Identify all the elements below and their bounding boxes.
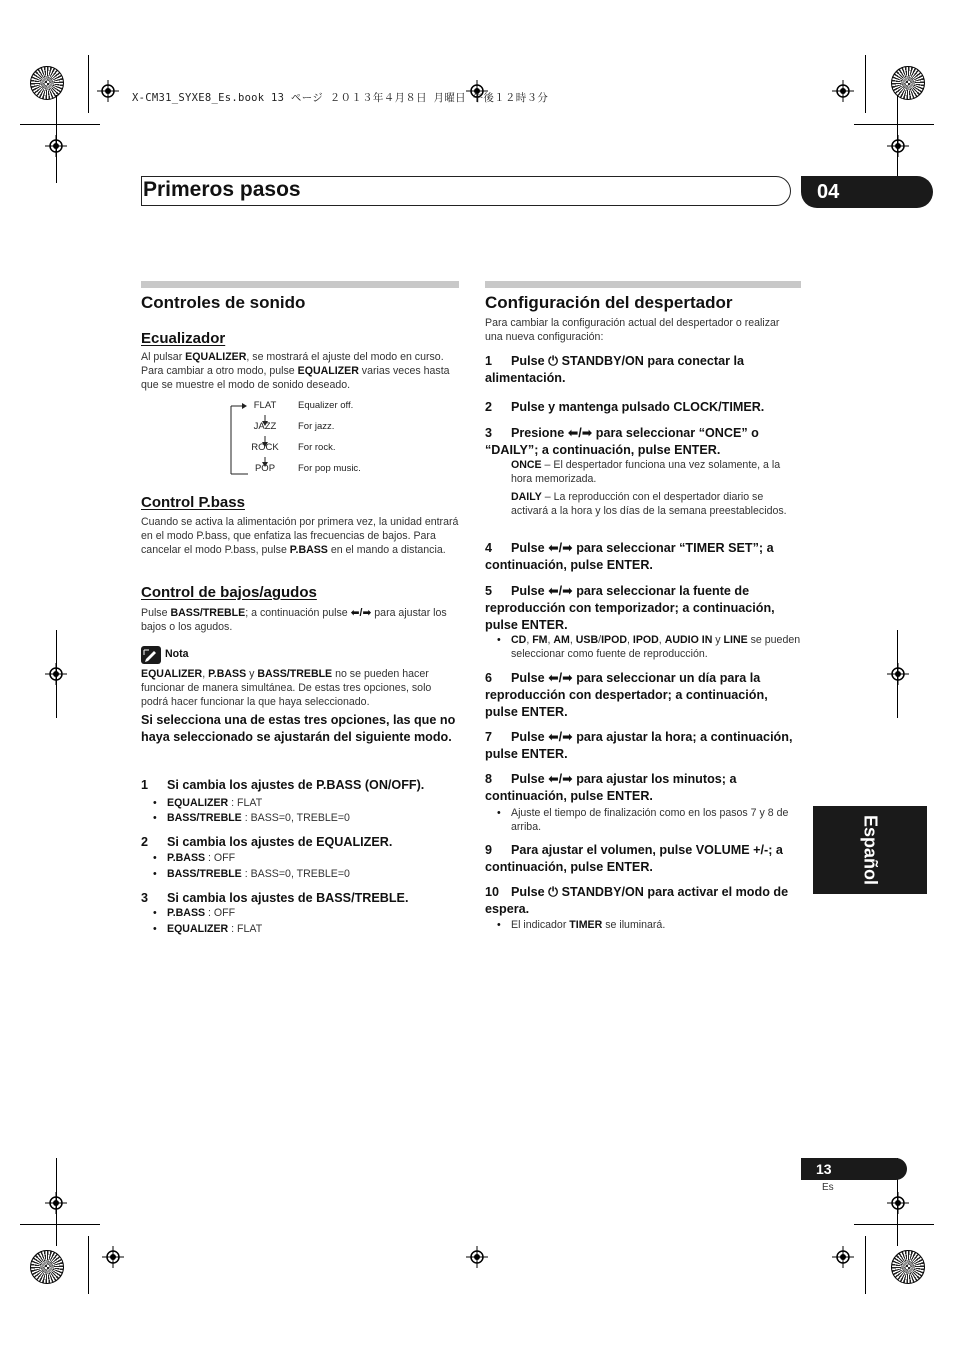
- alarm-intro: Para cambiar la configuración actual del despertador o realizar una nueva configuración:: [485, 317, 780, 343]
- mode-pop-desc: For pop music.: [298, 463, 361, 474]
- crop-line: [88, 55, 89, 113]
- color-target-bottom-right: [891, 1250, 925, 1284]
- note-text: EQUALIZER, P.BASS y BASS/TREBLE no se pueden hacer funcionar de manera simultánea. De estas tres opciones, solo podrá hacer funcionar la que haya seleccionado.: [141, 668, 432, 708]
- mode-flat: FLAT: [253, 400, 277, 411]
- crop-line: [897, 95, 898, 183]
- crop-line: [20, 124, 100, 125]
- crop-line: [865, 1236, 866, 1294]
- heading-pbass: Control P.bass: [141, 494, 245, 511]
- pbass-text: Cuando se activa la alimentación por primera vez, la unidad entrará en el modo P.bass, que enfatiza las frecuencias de bajos. Para cancelar el modo P.bass, pulse P.BASS en el mando a distancia.: [141, 516, 459, 556]
- left-step-3: 3 Si cambia los ajustes de BASS/TREBLE.: [141, 891, 409, 905]
- crop-line: [56, 95, 57, 183]
- crop-line: [88, 1236, 89, 1294]
- left-step-2: 2 Si cambia los ajustes de EQUALIZER.: [141, 835, 393, 849]
- mode-flat-desc: Equalizer off.: [298, 400, 354, 411]
- bajos-text: Pulse BASS/TREBLE; a continuación pulse ⬅/➡ para ajustar los bajos o los agudos.: [141, 607, 447, 633]
- alarm-step-5-note: • CD, FM, AM, USB/IPOD, IPOD, AUDIO IN y LINE se pueden seleccionar como fuente de reproducción.: [511, 633, 801, 661]
- power-icon: ⏻: [548, 354, 559, 368]
- registration-mark: [466, 1246, 488, 1268]
- alarm-step-1: 1 Pulse ⏻ STANDBY/ON para conectar la alimentación.: [485, 354, 745, 385]
- crop-line: [897, 630, 898, 718]
- note-bold-text: Si selecciona una de estas tres opciones, las que no haya seleccionado se ajustarán del siguiente modo.: [141, 713, 456, 744]
- crop-line: [20, 1224, 100, 1225]
- registration-mark: [887, 663, 909, 685]
- registration-mark: [832, 80, 854, 102]
- alarm-once-desc: ONCE – El despertador funciona una vez solamente, a la hora memorizada.: [511, 459, 781, 485]
- alarm-step-8: 8 Pulse ⬅/➡ para ajustar los minutos; a continuación, pulse ENTER.: [485, 772, 737, 803]
- section-rule: [485, 281, 801, 288]
- section-title-sound: Controles de sonido: [141, 293, 306, 312]
- registration-mark: [97, 80, 119, 102]
- left-step-1: 1 Si cambia los ajustes de P.BASS (ON/OFF).: [141, 778, 425, 792]
- color-target-bottom-left: [30, 1250, 64, 1284]
- crop-line: [56, 1158, 57, 1246]
- heading-bajos-agudos: Control de bajos/agudos: [141, 584, 317, 601]
- left-step-3-item: • P.BASS : OFF: [167, 906, 235, 920]
- left-step-1-item: • EQUALIZER : FLAT: [167, 796, 262, 810]
- alarm-step-4: 4 Pulse ⬅/➡ para seleccionar “TIMER SET”; a continuación, pulse ENTER.: [485, 541, 774, 572]
- note-label: Nota: [165, 648, 189, 660]
- language-code: Es: [822, 1182, 834, 1193]
- section-rule: [141, 281, 459, 288]
- crop-line: [854, 1224, 934, 1225]
- section-title-alarm: Configuración del despertador: [485, 293, 733, 312]
- alarm-step-8-note: • Ajuste el tiempo de finalización como en los pasos 7 y 8 de arriba.: [511, 806, 801, 834]
- alarm-step-7: 7 Pulse ⬅/➡ para ajustar la hora; a continuación, pulse ENTER.: [485, 730, 793, 761]
- crop-line: [56, 630, 57, 718]
- mode-jazz-desc: For jazz.: [298, 421, 335, 432]
- chapter-number: 04: [801, 176, 933, 208]
- alarm-daily-desc: DAILY – La reproducción con el despertador diario se activará a la hora y los días de la semana preestablecidos.: [511, 491, 787, 517]
- print-file-info: X-CM31_SYXE8_Es.book 13 ページ ２０１３年４月８日 月曜日 午後１２時３分: [132, 92, 549, 104]
- power-icon: ⏻: [548, 885, 559, 899]
- crop-line: [865, 55, 866, 113]
- registration-mark: [887, 135, 909, 157]
- note-icon: [141, 646, 161, 664]
- alarm-step-6: 6 Pulse ⬅/➡ para seleccionar un día para la reproducción con despertador; a continuación, pulse ENTER.: [485, 671, 768, 719]
- page-title: Primeros pasos: [143, 178, 301, 201]
- left-step-2-item: • P.BASS : OFF: [167, 851, 235, 865]
- alarm-step-9: 9 Para ajustar el volumen, pulse VOLUME +/-; a continuación, pulse ENTER.: [485, 843, 783, 874]
- alarm-step-3: 3 Presione ⬅/➡ para seleccionar “ONCE” o “DAILY”; a continuación, pulse ENTER.: [485, 426, 759, 457]
- alarm-step-10-note: • El indicador TIMER se iluminará.: [511, 918, 801, 932]
- color-target-top-left: [30, 66, 64, 100]
- registration-mark: [102, 1246, 124, 1268]
- mode-pop: POP: [254, 463, 276, 474]
- left-step-1-item: • BASS/TREBLE : BASS=0, TREBLE=0: [167, 811, 350, 825]
- left-step-3-item: • EQUALIZER : FLAT: [167, 922, 262, 936]
- heading-ecualizador: Ecualizador: [141, 330, 226, 347]
- language-tab-label: Español: [860, 814, 881, 886]
- mode-jazz: JAZZ: [253, 421, 277, 432]
- left-step-2-item: • BASS/TREBLE : BASS=0, TREBLE=0: [167, 867, 350, 881]
- registration-mark: [887, 1192, 909, 1214]
- alarm-step-2: 2 Pulse y mantenga pulsado CLOCK/TIMER.: [485, 400, 765, 414]
- mode-rock-desc: For rock.: [298, 442, 336, 453]
- ecualizador-text: Al pulsar EQUALIZER, se mostrará el ajuste del modo en curso. Para cambiar a otro modo, pulse EQUALIZER varias veces hasta que se muestre el modo de sonido deseado.: [141, 351, 450, 391]
- alarm-step-10: 10 Pulse ⏻ STANDBY/ON para activar el modo de espera.: [485, 885, 789, 916]
- alarm-step-5: 5 Pulse ⬅/➡ para seleccionar la fuente de reproducción con temporizador; a continuación, pulse ENTER.: [485, 584, 775, 632]
- registration-mark: [832, 1246, 854, 1268]
- mode-rock: ROCK: [251, 442, 279, 453]
- page-number: 13: [801, 1158, 907, 1180]
- crop-line: [854, 124, 934, 125]
